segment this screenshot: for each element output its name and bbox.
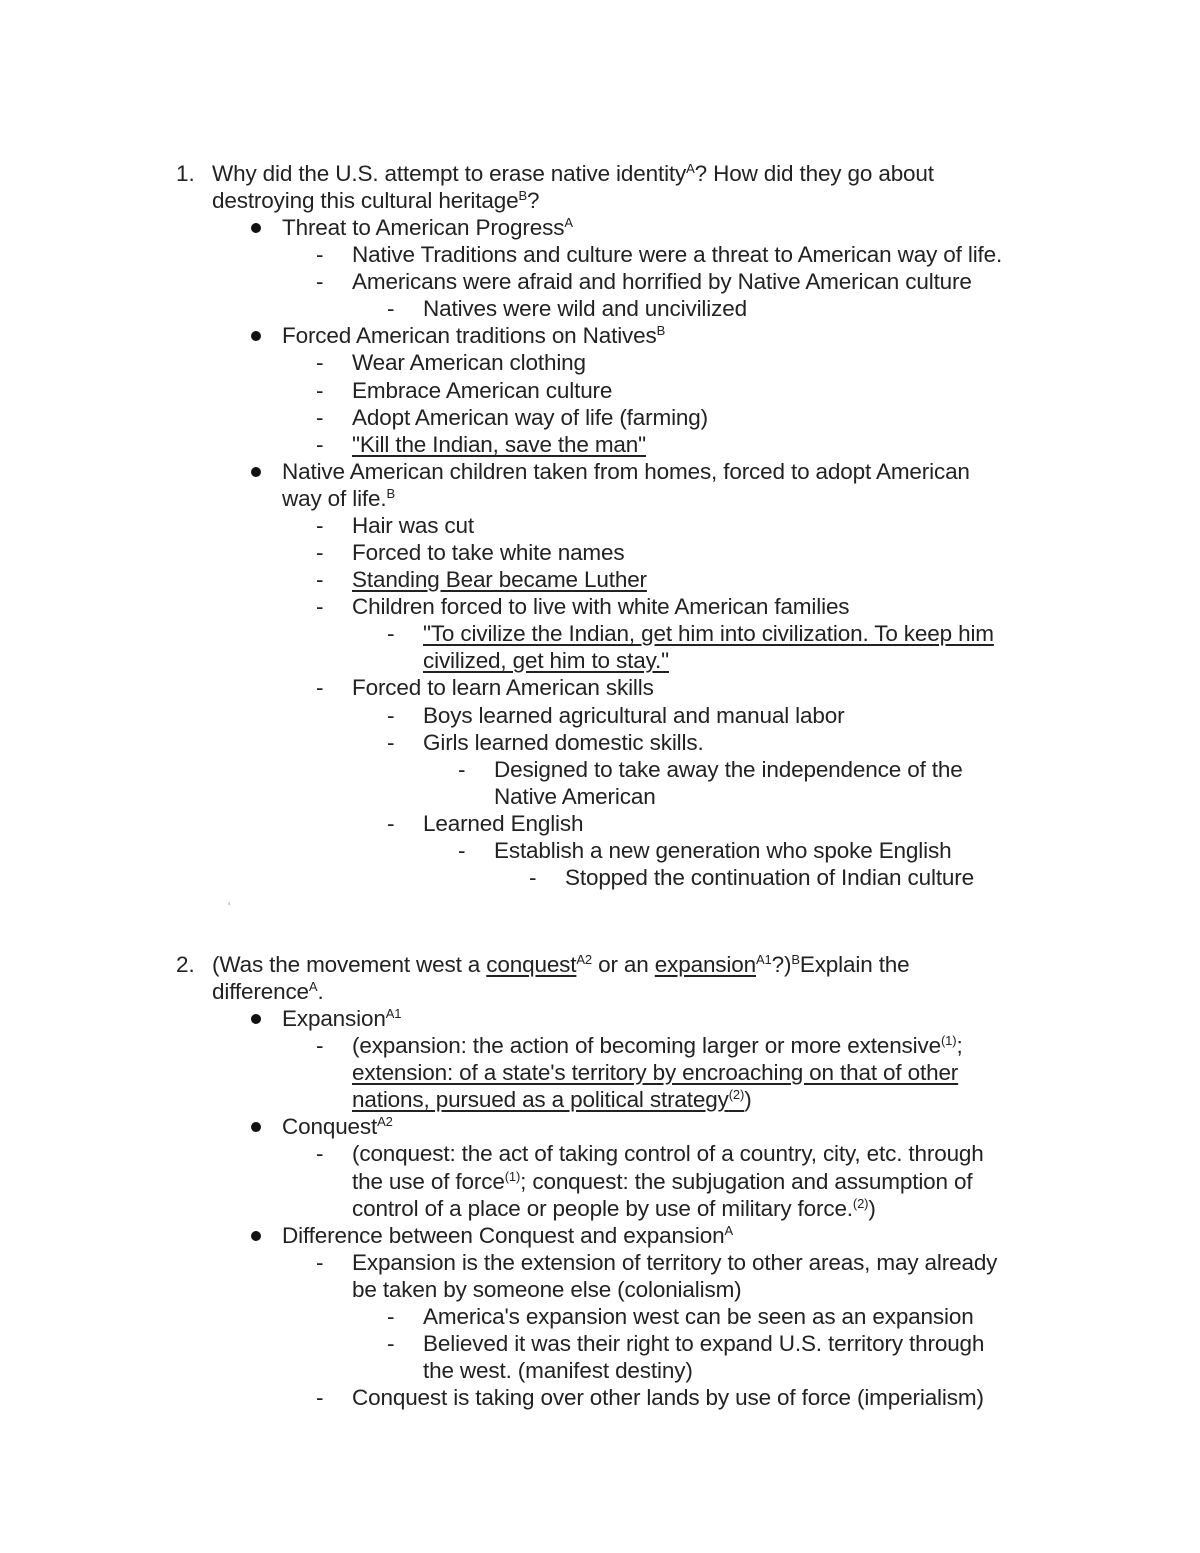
- item-america-expansion: America's expansion west can be seen as an expansion: [423, 1304, 974, 1329]
- item-live-with-families: Children forced to live with white American families: [352, 594, 850, 619]
- dash-marker: -: [458, 838, 466, 863]
- question-1-line-2: destroying this cultural heritage$^B$?: [212, 188, 540, 213]
- question-2-line-1: (Was the movement west a conquest$^{A2}$ or an expansion$^{A1}$?)$^B$Explain the: [212, 952, 910, 977]
- dash-marker: -: [387, 730, 395, 755]
- dash-marker: -: [458, 757, 466, 782]
- dash-marker: -: [387, 811, 395, 836]
- item-civilize-quote-link[interactable]: "To civilize the Indian, get him into civilization. To keep him: [423, 621, 994, 646]
- bullet-expansion: Expansion$^{A1}$: [282, 1006, 402, 1031]
- bullet-icon: [251, 223, 261, 233]
- item-civilize-quote-link-line-2[interactable]: civilized, get him to stay.": [423, 648, 669, 673]
- dash-marker: -: [387, 1331, 395, 1356]
- bullet-threat-progress: Threat to American Progress$^A$: [282, 215, 573, 240]
- bullet-children-taken: Native American children taken from homes, forced to adopt American: [282, 459, 970, 484]
- item-new-generation: Establish a new generation who spoke English: [494, 838, 952, 863]
- dash-marker: -: [316, 378, 324, 403]
- bullet-icon: [251, 1122, 261, 1132]
- question-1-line-1: Why did the U.S. attempt to erase native identity$^A$? How did they go about: [212, 161, 934, 186]
- bullet-icon: [251, 331, 261, 341]
- item-boys-labor: Boys learned agricultural and manual labor: [423, 703, 845, 728]
- bullet-forced-traditions: Forced American traditions on Natives$^B$: [282, 323, 666, 348]
- dash-marker: -: [316, 675, 324, 700]
- bullet-children-taken-line-2: way of life.$^B$: [282, 486, 396, 511]
- item-expansion-is: Expansion is the extension of territory to other areas, may already: [352, 1250, 998, 1275]
- dash-marker: -: [316, 594, 324, 619]
- item-american-skills: Forced to learn American skills: [352, 675, 654, 700]
- bullet-icon: [251, 467, 261, 477]
- conquest-link[interactable]: conquest: [486, 952, 577, 977]
- item-conquest-definition-line-3: control of a place or people by use of military force.$^{(2)}$): [352, 1196, 876, 1221]
- item-native-traditions: Native Traditions and culture were a threat to American way of life.: [352, 242, 1003, 267]
- dash-marker: -: [316, 1033, 324, 1058]
- item-conquest-is: Conquest is taking over other lands by use of force (imperialism): [352, 1385, 984, 1410]
- bullet-conquest: Conquest$^{A2}$: [282, 1114, 393, 1139]
- item-expansion-definition-link[interactable]: extension: of a state's territory by encroaching on that of other: [352, 1060, 959, 1085]
- list-number-1: 1.: [176, 161, 195, 186]
- bullet-icon: [251, 1231, 261, 1241]
- dash-marker: -: [387, 1304, 395, 1329]
- item-expansion-is-line-2: be taken by someone else (colonialism): [352, 1277, 742, 1302]
- item-natives-wild: Natives were wild and uncivilized: [423, 296, 747, 321]
- item-standing-bear-link[interactable]: Standing Bear became Luther: [352, 567, 647, 592]
- item-stopped-continuation: Stopped the continuation of Indian culture: [565, 865, 975, 890]
- item-culture: Embrace American culture: [352, 378, 613, 403]
- dash-marker: -: [316, 513, 324, 538]
- dash-marker: -: [387, 703, 395, 728]
- dash-marker: -: [529, 865, 537, 890]
- dash-marker: -: [316, 1385, 324, 1410]
- dash-marker: -: [387, 296, 395, 321]
- expansion-link[interactable]: expansion: [654, 952, 756, 977]
- item-girls-domestic: Girls learned domestic skills.: [423, 730, 704, 755]
- bullet-icon: [251, 1014, 261, 1024]
- dash-marker: -: [316, 432, 324, 457]
- dash-marker: -: [316, 567, 324, 592]
- dash-marker: -: [316, 1141, 324, 1166]
- dash-marker: -: [316, 405, 324, 430]
- item-independence: Designed to take away the independence of the: [494, 757, 963, 782]
- item-white-names: Forced to take white names: [352, 540, 625, 565]
- item-believed-right-line-2: the west. (manifest destiny): [423, 1358, 693, 1383]
- stray-mark: ': [228, 900, 231, 914]
- dash-marker: -: [316, 540, 324, 565]
- item-hair-cut: Hair was cut: [352, 513, 474, 538]
- dash-marker: -: [387, 621, 395, 646]
- bullet-difference: Difference between Conquest and expansion$^A$: [282, 1223, 734, 1248]
- item-americans-afraid: Americans were afraid and horrified by Native American culture: [352, 269, 972, 294]
- item-learned-english: Learned English: [423, 811, 584, 836]
- item-expansion-definition-link-line-2[interactable]: nations, pursued as a political strategy$^{(2)}$): [352, 1087, 752, 1112]
- item-kill-the-indian-link[interactable]: "Kill the Indian, save the man": [352, 432, 646, 457]
- item-conquest-definition-line-2: the use of force$^{(1)}$; conquest: the subjugation and assumption of: [352, 1169, 973, 1194]
- dash-marker: -: [316, 269, 324, 294]
- item-clothing: Wear American clothing: [352, 350, 586, 375]
- dash-marker: -: [316, 242, 324, 267]
- item-expansion-definition: (expansion: the action of becoming larger or more extensive$^{(1)}$;: [352, 1033, 963, 1058]
- dash-marker: -: [316, 350, 324, 375]
- question-2-line-2: difference$^A$.: [212, 979, 324, 1004]
- item-believed-right: Believed it was their right to expand U.S. territory through: [423, 1331, 985, 1356]
- list-number-2: 2.: [176, 952, 195, 977]
- item-independence-line-2: Native American: [494, 784, 656, 809]
- item-farming: Adopt American way of life (farming): [352, 405, 708, 430]
- dash-marker: -: [316, 1250, 324, 1275]
- item-conquest-definition: (conquest: the act of taking control of a country, city, etc. through: [352, 1141, 984, 1166]
